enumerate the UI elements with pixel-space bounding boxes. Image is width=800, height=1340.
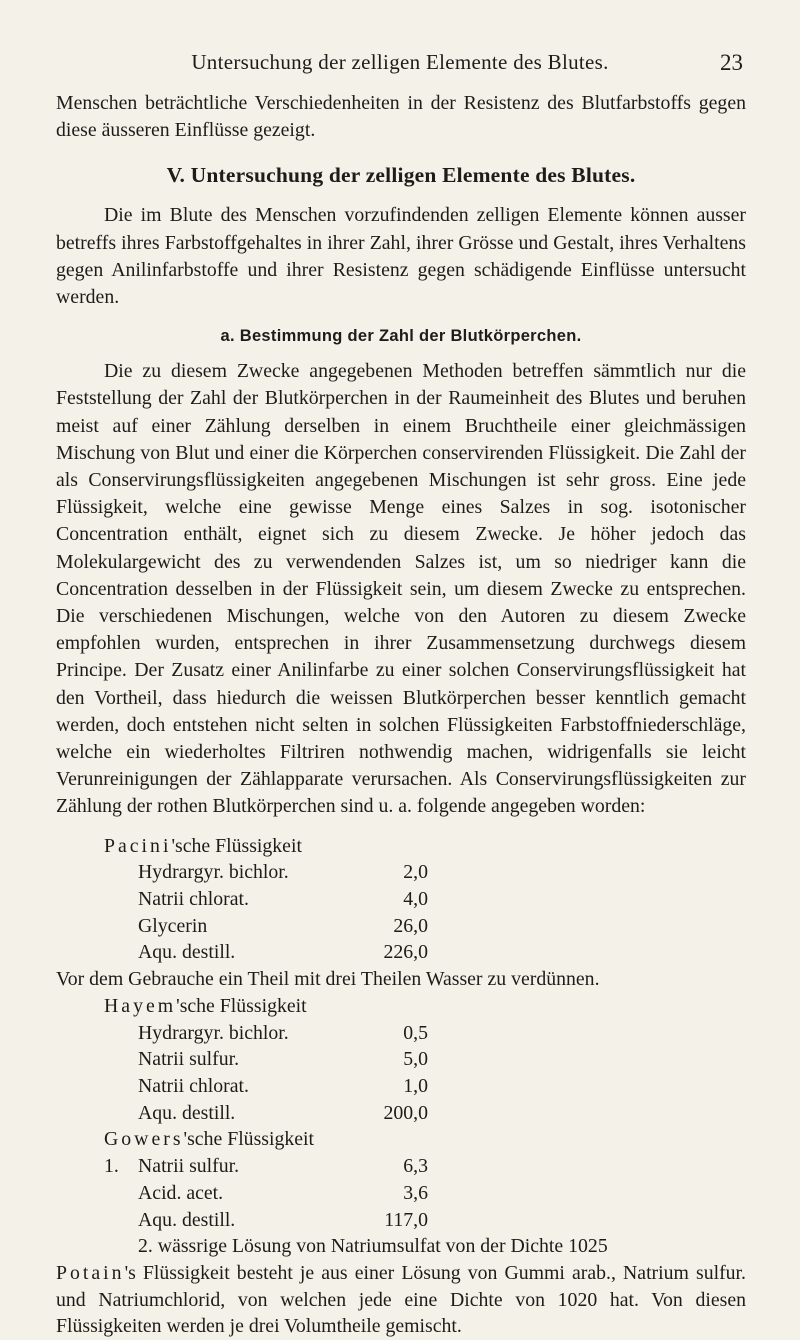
section-heading: V. Untersuchung der zelligen Elemente des Blutes. <box>166 163 636 188</box>
formula-hayem <box>104 993 746 1127</box>
formula-ingredient: Hydrargyr. bichlor. 0,5 <box>138 1021 428 1044</box>
formula-title: Hayem'sche Flüssigkeit <box>104 994 307 1017</box>
formula-title: Pacini'sche Flüssigkeit <box>104 834 302 857</box>
section-paragraph: Die im Blute des Menschen vorzufindenden zelligen Elemente können ausser betreffs ihres Farbstoffgehaltes in ihrer Zahl, ihrer Grösse und Gestalt, ihres Verhaltens gegen Anilinfarbstoffe und ihrer Resistenz gegen schädigende Einflüsse untersucht werden. <box>56 204 746 309</box>
subsection-heading: a. Bestimmung der Zahl der Blutkörperchen. <box>220 327 582 346</box>
formula-alternative: 2. wässrige Lösung von Natriumsulfat von der Dichte 1025 <box>138 1235 608 1258</box>
formula-potain: Potain's Flüssigkeit besteht je aus einer Lösung von Gummi arab., Natrium sulfur. und Natriumchlorid, von welchen jede eine Dichte von 1020 hat. Von diesen Flüssigkeiten werden je drei Volumtheile gemischt. <box>56 1261 746 1338</box>
formula-ingredient: Natrii sulfur. 5,0 <box>138 1048 428 1071</box>
formula-ingredient: 1. Natrii sulfur. 6,3 <box>104 1155 428 1178</box>
subsection-paragraph: Die zu diesem Zwecke angegebenen Methoden betreffen sämmtlich nur die Feststellung der Zahl der Blutkörperchen in der Raumeinheit des Blutes und beruhen meist auf einer Zählung derselben in einem Bruchtheile einer gleichmässigen Mischung von Blut und einer die Körperchen conservirenden Flüssigkeit. Die Zahl der als Conservirungsflüssigkeiten angegebenen Mischungen ist sehr gross. Eine jede Flüssigkeit, welche eine gewisse Menge eines Salzes in sog. isotonischer Concentration enthält, eignet sich zu diesem Zwecke. Je höher jedoch das Molekulargewicht des zu verwendenden Salzes ist, um so niedriger kann die Concentration desselben in der Flüssigkeit sein, um diesem Zwecke zu entsprechen. Die verschiedenen Mischungen, welche von den Autoren zu diesem Zwecke empfohlen wurden, entsprechen in ihrer Zusammensetzung durchwegs diesem Principe. Der Zusatz einer Anilinfarbe zu einer solchen Conservirungsflüssigkeit hat den Vortheil, dass hiedurch die weissen Blutkörperchen besser kenntlich gemacht werden, doch entstehen nicht selten in solchen Flüssigkeiten Farbstoffniederschläge, welche ein wiederholtes Filtriren nothwendig machen, widrigenfalls sie leicht Verunreinigungen der Zählapparate verursachen. Als Conservirungsflüssigkeiten zur Zählung der rothen Blutkörperchen sind u. a. folgende angegeben worden: <box>56 360 746 818</box>
formula-ingredient: Hydrargyr. bichlor. 2,0 <box>138 861 428 884</box>
formula-ingredient: Acid. acet. 3,6 <box>138 1181 428 1204</box>
formula-ingredient: Aqu. destill. 200,0 <box>138 1101 428 1124</box>
formula-ingredient: Aqu. destill. 117,0 <box>138 1208 428 1231</box>
page-number: 23 <box>720 50 743 75</box>
intro-paragraph: Menschen beträchtliche Verschiedenheiten in der Resistenz des Blutfarbstoffs gegen diese äusseren Einflüsse gezeigt. <box>56 92 746 142</box>
formula-ingredient: Natrii chlorat. 1,0 <box>138 1075 428 1097</box>
formula-title: Gowers'sche Flüssigkeit <box>104 1128 315 1151</box>
running-title: Untersuchung der zelligen Elemente des Blutes. <box>191 50 609 74</box>
formula-note: Vor dem Gebrauche ein Theil mit drei Theilen Wasser zu verdünnen. <box>56 968 600 991</box>
formula-pacini <box>104 833 746 967</box>
formula-gowers <box>104 1126 746 1260</box>
formula-ingredient: Aqu. destill. 226,0 <box>138 941 428 964</box>
page-body <box>56 90 746 1340</box>
running-head <box>0 50 800 86</box>
formula-ingredient: Natrii chlorat. 4,0 <box>138 888 428 911</box>
formula-ingredient: Glycerin 26,0 <box>138 914 428 937</box>
